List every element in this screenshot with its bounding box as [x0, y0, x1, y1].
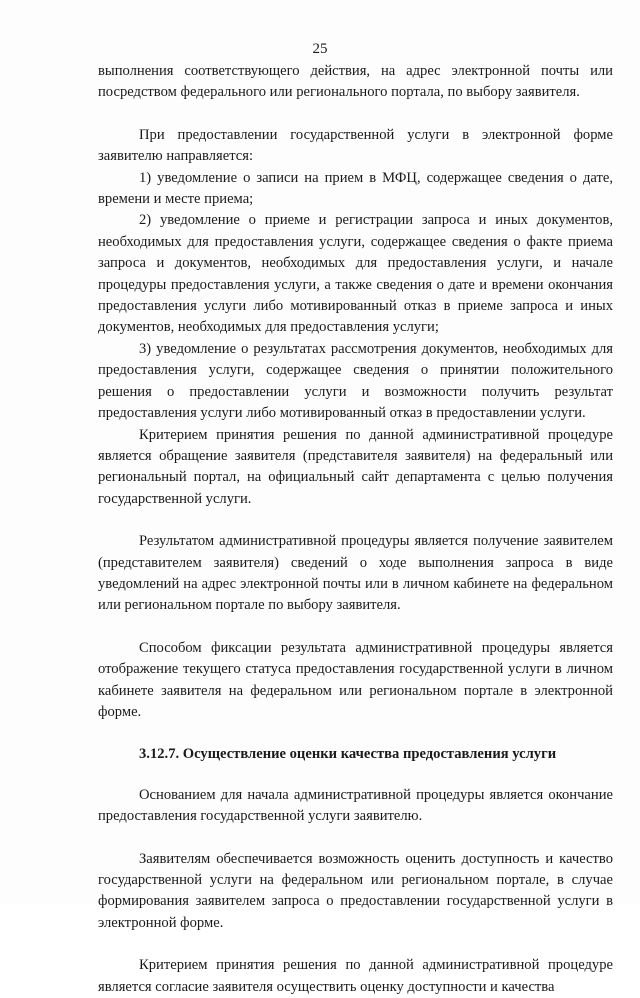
paragraph-fixation: Способом фиксации результата административной процедуры является отображение текущего статуса предоставления государственной услуги в личном кабинете заявителя на федеральном или региональном портале в электронной форме. — [98, 639, 613, 720]
paragraph-quality-assessment: Заявителям обеспечивается возможность оценить доступность и качество государственной услуги на федеральном или региональном портале, в случае формирования заявителем запроса о предоставлении государственной услуги в электронной форме. — [98, 850, 613, 931]
list-item-3: 3) уведомление о результатах рассмотрения документов, необходимых для предоставления услуги, содержащее сведения о принятии положительного решения о предоставлении услуги и возможности получить результат предоставления услуги либо мотивированный отказ в предоставлении услуги. — [98, 340, 613, 422]
paragraph-basis: Основанием для начала административной процедуры является окончание предоставления государственной услуги заявителю. — [98, 786, 613, 825]
paragraph-result: Результатом административной процедуры является получение заявителем (представителем заявителя) сведений о ходе выполнения запроса в виде уведомлений на адрес электронной почты или в личном кабинете на федеральном или региональном портале по выбору заявителя. — [98, 533, 613, 614]
document-body — [98, 61, 613, 998]
page-number: 25 — [312, 41, 328, 57]
paragraph-criterion-consent: Критерием принятия решения по данной административной процедуре является согласие заявителя осуществить оценку доступности и качества — [98, 957, 613, 995]
paragraph-criterion: Критерием принятия решения по данной административной процедуре является обращение заявителя (представителя заявителя) на федеральный или региональный портал, на официальный сайт департамента с целью получения государственной услуги. — [98, 426, 613, 507]
paragraph-continuation: выполнения соответствующего действия, на адрес электронной почты или посредством федерального или регионального портала, по выбору заявителя. — [98, 63, 613, 101]
section-heading: 3.12.7. Осуществление оценки качества предоставления услуги — [139, 746, 557, 763]
paragraph-electronic-form-intro: При предоставлении государственной услуги в электронной форме заявителю направляется: — [98, 126, 613, 165]
list-item-1: 1) уведомление о записи на прием в МФЦ, содержащее сведения о дате, времени и месте приема; — [98, 169, 613, 208]
list-item-2: 2) уведомление о приеме и регистрации запроса и иных документов, необходимых для предоставления услуги, содержащее сведения о факте приема запроса и документов, необходимых для предоставления услуги, и начале процедуры предоставления услуги, а также сведения о дате и времени окончания предоставления услуги либо мотивированный отказ в приеме запроса и иных документов, необходимых для предоставления услуги; — [98, 212, 613, 336]
